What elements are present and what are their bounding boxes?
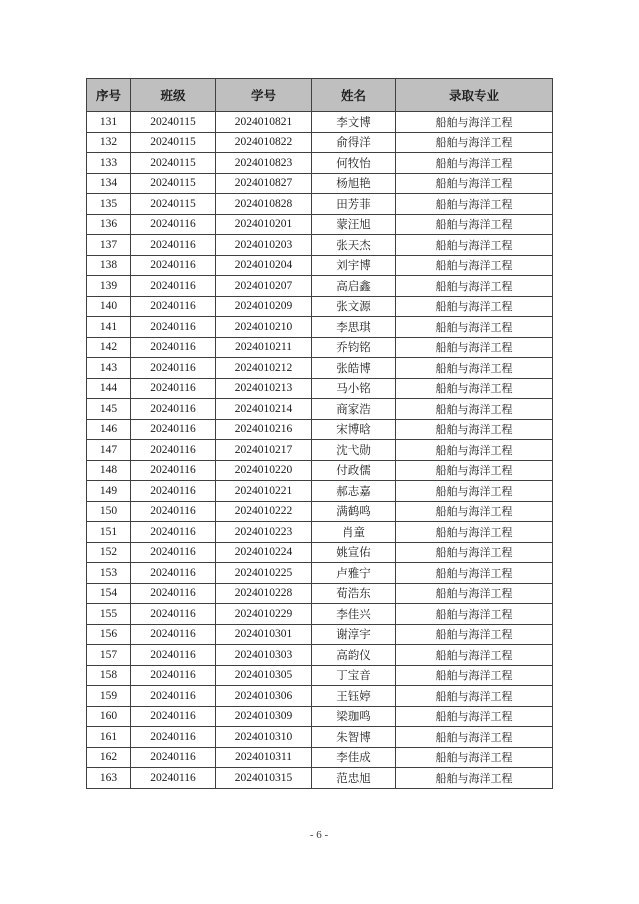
cell-major: 船舶与海洋工程 [396, 706, 553, 727]
cell-class: 20240116 [131, 358, 216, 379]
cell-student-id: 2024010315 [216, 768, 312, 789]
page-number: - 6 - [309, 829, 329, 841]
cell-class: 20240115 [131, 153, 216, 174]
cell-student-id: 2024010221 [216, 481, 312, 502]
cell-class: 20240116 [131, 481, 216, 502]
cell-seq: 131 [87, 112, 131, 133]
cell-class: 20240116 [131, 440, 216, 461]
cell-name: 肖童 [312, 522, 396, 543]
cell-student-id: 2024010216 [216, 419, 312, 440]
table-row [87, 501, 553, 522]
cell-major: 船舶与海洋工程 [396, 173, 553, 194]
cell-class: 20240116 [131, 583, 216, 604]
cell-seq: 133 [87, 153, 131, 174]
cell-seq: 143 [87, 358, 131, 379]
cell-seq: 148 [87, 460, 131, 481]
cell-seq: 136 [87, 214, 131, 235]
cell-class: 20240115 [131, 132, 216, 153]
cell-student-id: 2024010821 [216, 112, 312, 133]
table-row [87, 522, 553, 543]
cell-name: 商家浩 [312, 399, 396, 420]
cell-name: 宋博晗 [312, 419, 396, 440]
cell-major: 船舶与海洋工程 [396, 665, 553, 686]
cell-name: 朱智博 [312, 727, 396, 748]
cell-seq: 157 [87, 645, 131, 666]
cell-major: 船舶与海洋工程 [396, 358, 553, 379]
cell-major: 船舶与海洋工程 [396, 153, 553, 174]
cell-class: 20240116 [131, 235, 216, 256]
cell-major: 船舶与海洋工程 [396, 645, 553, 666]
cell-student-id: 2024010309 [216, 706, 312, 727]
table-row [87, 440, 553, 461]
cell-student-id: 2024010213 [216, 378, 312, 399]
cell-seq: 145 [87, 399, 131, 420]
cell-class: 20240116 [131, 645, 216, 666]
cell-name: 张皓博 [312, 358, 396, 379]
cell-class: 20240115 [131, 112, 216, 133]
cell-major: 船舶与海洋工程 [396, 194, 553, 215]
cell-seq: 142 [87, 337, 131, 358]
cell-student-id: 2024010222 [216, 501, 312, 522]
cell-seq: 146 [87, 419, 131, 440]
cell-seq: 159 [87, 686, 131, 707]
cell-major: 船舶与海洋工程 [396, 440, 553, 461]
table-row [87, 378, 553, 399]
cell-major: 船舶与海洋工程 [396, 563, 553, 584]
cell-seq: 160 [87, 706, 131, 727]
cell-class: 20240116 [131, 501, 216, 522]
table-row [87, 645, 553, 666]
cell-student-id: 2024010209 [216, 296, 312, 317]
cell-name: 高韵仪 [312, 645, 396, 666]
cell-class: 20240116 [131, 378, 216, 399]
cell-class: 20240116 [131, 296, 216, 317]
cell-major: 船舶与海洋工程 [396, 747, 553, 768]
cell-name: 高启鑫 [312, 276, 396, 297]
table-row [87, 604, 553, 625]
table-body [87, 112, 553, 789]
cell-major: 船舶与海洋工程 [396, 276, 553, 297]
cell-major: 船舶与海洋工程 [396, 255, 553, 276]
cell-seq: 135 [87, 194, 131, 215]
cell-seq: 150 [87, 501, 131, 522]
cell-name: 俞得洋 [312, 132, 396, 153]
cell-name: 付政儒 [312, 460, 396, 481]
cell-student-id: 2024010229 [216, 604, 312, 625]
cell-name: 丁宝音 [312, 665, 396, 686]
cell-student-id: 2024010223 [216, 522, 312, 543]
table-row [87, 173, 553, 194]
table-row [87, 747, 553, 768]
table-row [87, 276, 553, 297]
cell-name: 何牧怡 [312, 153, 396, 174]
cell-name: 马小铭 [312, 378, 396, 399]
cell-name: 田芳菲 [312, 194, 396, 215]
cell-name: 李佳成 [312, 747, 396, 768]
cell-student-id: 2024010207 [216, 276, 312, 297]
cell-name: 刘宇博 [312, 255, 396, 276]
cell-student-id: 2024010225 [216, 563, 312, 584]
cell-major: 船舶与海洋工程 [396, 296, 553, 317]
column-header-class: 班级 [131, 79, 216, 112]
cell-class: 20240116 [131, 563, 216, 584]
table-row [87, 419, 553, 440]
cell-student-id: 2024010311 [216, 747, 312, 768]
table-row [87, 296, 553, 317]
cell-seq: 132 [87, 132, 131, 153]
cell-name: 李文博 [312, 112, 396, 133]
table-row [87, 358, 553, 379]
cell-seq: 139 [87, 276, 131, 297]
cell-student-id: 2024010217 [216, 440, 312, 461]
cell-name: 乔钧铭 [312, 337, 396, 358]
table-row [87, 460, 553, 481]
column-header-seq: 序号 [87, 79, 131, 112]
cell-major: 船舶与海洋工程 [396, 583, 553, 604]
table-row [87, 481, 553, 502]
cell-seq: 163 [87, 768, 131, 789]
table-row [87, 235, 553, 256]
admission-table [86, 78, 553, 789]
cell-student-id: 2024010310 [216, 727, 312, 748]
cell-student-id: 2024010220 [216, 460, 312, 481]
cell-class: 20240116 [131, 747, 216, 768]
cell-class: 20240115 [131, 194, 216, 215]
cell-student-id: 2024010827 [216, 173, 312, 194]
cell-class: 20240116 [131, 460, 216, 481]
cell-class: 20240116 [131, 419, 216, 440]
cell-name: 范忠旭 [312, 768, 396, 789]
table-row [87, 665, 553, 686]
cell-major: 船舶与海洋工程 [396, 686, 553, 707]
cell-class: 20240116 [131, 768, 216, 789]
cell-seq: 141 [87, 317, 131, 338]
cell-seq: 153 [87, 563, 131, 584]
cell-major: 船舶与海洋工程 [396, 481, 553, 502]
cell-class: 20240116 [131, 604, 216, 625]
cell-name: 荀浩东 [312, 583, 396, 604]
cell-student-id: 2024010210 [216, 317, 312, 338]
cell-student-id: 2024010228 [216, 583, 312, 604]
cell-major: 船舶与海洋工程 [396, 727, 553, 748]
cell-major: 船舶与海洋工程 [396, 399, 553, 420]
cell-major: 船舶与海洋工程 [396, 378, 553, 399]
cell-major: 船舶与海洋工程 [396, 132, 553, 153]
cell-name: 杨旭艳 [312, 173, 396, 194]
cell-seq: 156 [87, 624, 131, 645]
cell-name: 蒙汪旭 [312, 214, 396, 235]
cell-class: 20240116 [131, 706, 216, 727]
table-row [87, 706, 553, 727]
table-row [87, 583, 553, 604]
cell-name: 姚宣佑 [312, 542, 396, 563]
cell-class: 20240116 [131, 337, 216, 358]
table-row [87, 727, 553, 748]
table-row [87, 112, 553, 133]
cell-name: 卢雅宁 [312, 563, 396, 584]
cell-seq: 162 [87, 747, 131, 768]
column-header-student-id: 学号 [216, 79, 312, 112]
cell-class: 20240116 [131, 317, 216, 338]
cell-name: 李思琪 [312, 317, 396, 338]
table-row [87, 132, 553, 153]
table-row [87, 153, 553, 174]
cell-student-id: 2024010201 [216, 214, 312, 235]
admission-table-container [86, 78, 553, 789]
cell-major: 船舶与海洋工程 [396, 419, 553, 440]
cell-name: 满鹤鸣 [312, 501, 396, 522]
table-row [87, 399, 553, 420]
cell-seq: 134 [87, 173, 131, 194]
cell-seq: 152 [87, 542, 131, 563]
cell-seq: 138 [87, 255, 131, 276]
cell-class: 20240116 [131, 686, 216, 707]
table-row [87, 624, 553, 645]
cell-class: 20240116 [131, 399, 216, 420]
cell-major: 船舶与海洋工程 [396, 337, 553, 358]
cell-student-id: 2024010224 [216, 542, 312, 563]
cell-seq: 137 [87, 235, 131, 256]
cell-student-id: 2024010306 [216, 686, 312, 707]
table-row [87, 563, 553, 584]
table-row [87, 194, 553, 215]
cell-class: 20240116 [131, 255, 216, 276]
cell-class: 20240116 [131, 624, 216, 645]
cell-major: 船舶与海洋工程 [396, 522, 553, 543]
cell-class: 20240116 [131, 276, 216, 297]
table-row [87, 317, 553, 338]
column-header-major: 录取专业 [396, 79, 553, 112]
cell-major: 船舶与海洋工程 [396, 235, 553, 256]
cell-seq: 140 [87, 296, 131, 317]
cell-seq: 151 [87, 522, 131, 543]
table-row [87, 255, 553, 276]
cell-student-id: 2024010214 [216, 399, 312, 420]
cell-name: 沈弋勋 [312, 440, 396, 461]
cell-name: 王钰婷 [312, 686, 396, 707]
cell-major: 船舶与海洋工程 [396, 112, 553, 133]
cell-name: 张天杰 [312, 235, 396, 256]
cell-student-id: 2024010204 [216, 255, 312, 276]
cell-student-id: 2024010212 [216, 358, 312, 379]
cell-name: 谢淳宇 [312, 624, 396, 645]
cell-major: 船舶与海洋工程 [396, 501, 553, 522]
cell-seq: 149 [87, 481, 131, 502]
column-header-name: 姓名 [312, 79, 396, 112]
cell-name: 郝志嘉 [312, 481, 396, 502]
cell-class: 20240115 [131, 173, 216, 194]
cell-class: 20240116 [131, 727, 216, 748]
cell-student-id: 2024010303 [216, 645, 312, 666]
cell-major: 船舶与海洋工程 [396, 460, 553, 481]
table-row [87, 686, 553, 707]
cell-student-id: 2024010823 [216, 153, 312, 174]
cell-class: 20240116 [131, 542, 216, 563]
cell-seq: 161 [87, 727, 131, 748]
cell-class: 20240116 [131, 522, 216, 543]
table-row [87, 214, 553, 235]
cell-major: 船舶与海洋工程 [396, 768, 553, 789]
cell-student-id: 2024010203 [216, 235, 312, 256]
cell-class: 20240116 [131, 665, 216, 686]
cell-seq: 154 [87, 583, 131, 604]
table-row [87, 542, 553, 563]
cell-major: 船舶与海洋工程 [396, 624, 553, 645]
table-row [87, 337, 553, 358]
cell-name: 梁珈鸣 [312, 706, 396, 727]
cell-class: 20240116 [131, 214, 216, 235]
cell-student-id: 2024010211 [216, 337, 312, 358]
cell-student-id: 2024010305 [216, 665, 312, 686]
cell-seq: 155 [87, 604, 131, 625]
table-row [87, 768, 553, 789]
cell-major: 船舶与海洋工程 [396, 214, 553, 235]
cell-major: 船舶与海洋工程 [396, 604, 553, 625]
cell-seq: 147 [87, 440, 131, 461]
cell-major: 船舶与海洋工程 [396, 542, 553, 563]
cell-student-id: 2024010301 [216, 624, 312, 645]
cell-student-id: 2024010822 [216, 132, 312, 153]
cell-name: 李佳兴 [312, 604, 396, 625]
cell-seq: 158 [87, 665, 131, 686]
cell-major: 船舶与海洋工程 [396, 317, 553, 338]
cell-name: 张文源 [312, 296, 396, 317]
table-header-row [87, 79, 553, 112]
cell-seq: 144 [87, 378, 131, 399]
cell-student-id: 2024010828 [216, 194, 312, 215]
